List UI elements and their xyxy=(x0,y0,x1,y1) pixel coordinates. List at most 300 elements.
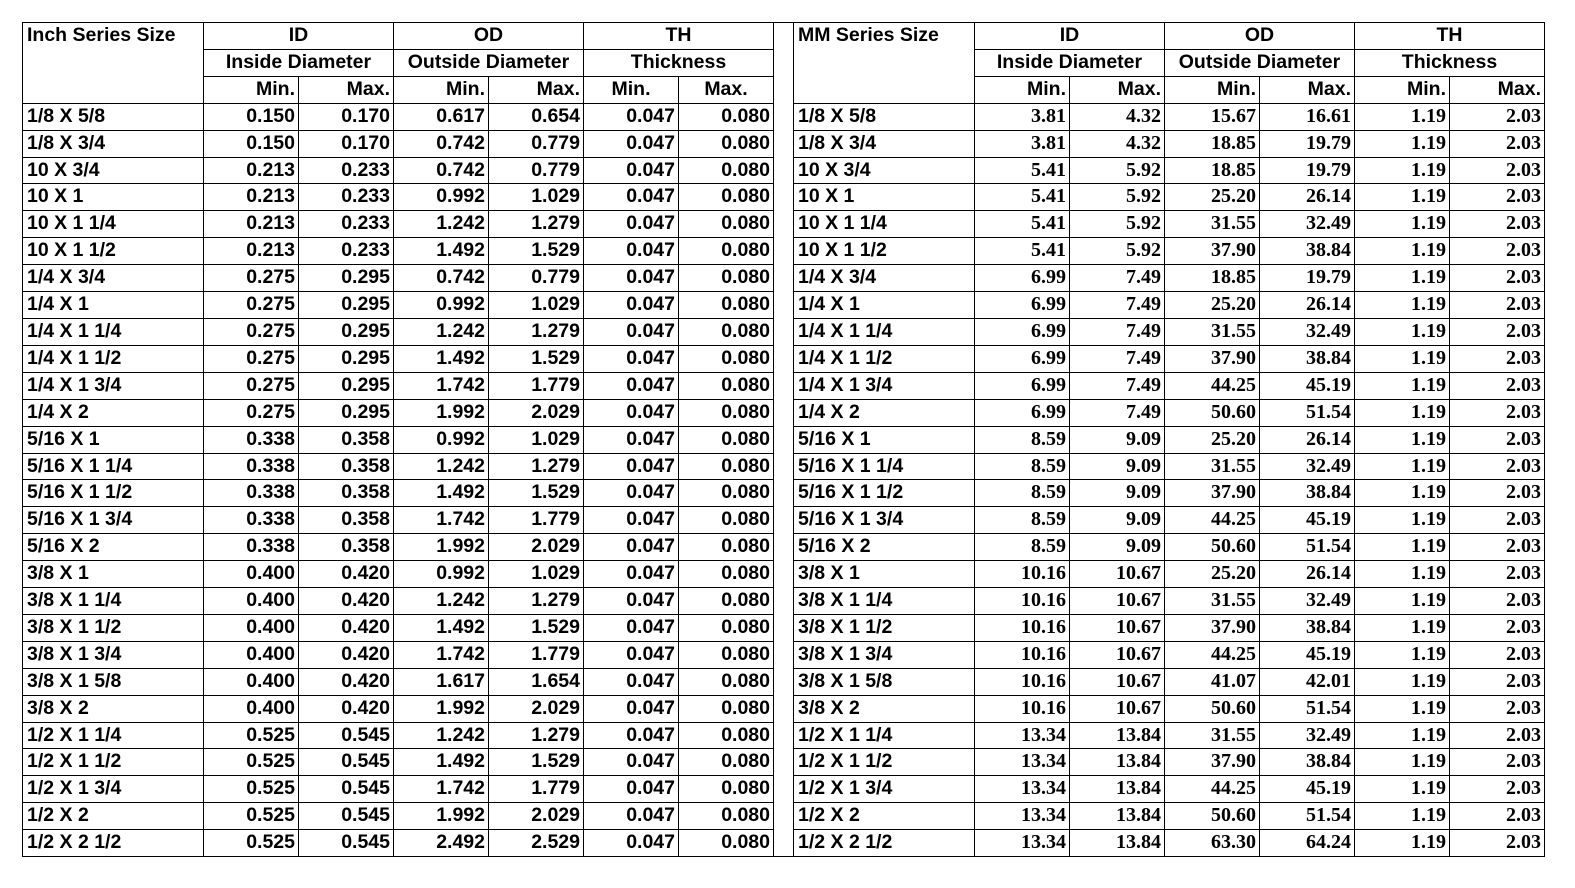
table-row xyxy=(23,399,774,426)
value-cell: 32.49 xyxy=(1260,722,1355,749)
value-cell: 8.59 xyxy=(975,453,1070,480)
value-cell: 5.92 xyxy=(1070,238,1165,265)
value-cell: 50.60 xyxy=(1165,399,1260,426)
value-cell: 2.03 xyxy=(1450,103,1545,130)
value-cell: 2.03 xyxy=(1450,588,1545,615)
table-row xyxy=(794,588,1545,615)
value-cell: 38.84 xyxy=(1260,749,1355,776)
value-cell: 1.19 xyxy=(1355,776,1450,803)
table-row xyxy=(23,480,774,507)
table-row xyxy=(794,722,1545,749)
value-cell: 2.03 xyxy=(1450,722,1545,749)
value-cell: 0.275 xyxy=(204,292,299,319)
value-cell: 13.84 xyxy=(1070,749,1165,776)
value-cell: 1.19 xyxy=(1355,588,1450,615)
table-row xyxy=(794,507,1545,534)
value-cell: 0.779 xyxy=(489,265,584,292)
value-cell: 51.54 xyxy=(1260,695,1355,722)
value-cell: 0.047 xyxy=(584,453,679,480)
value-cell: 5.41 xyxy=(975,184,1070,211)
table-row xyxy=(794,345,1545,372)
size-cell: 1/2 X 1 1/4 xyxy=(23,722,204,749)
table-row xyxy=(794,292,1545,319)
value-cell: 0.779 xyxy=(489,130,584,157)
value-cell: 0.420 xyxy=(299,641,394,668)
table-row xyxy=(23,641,774,668)
value-cell: 51.54 xyxy=(1260,534,1355,561)
value-cell: 1.19 xyxy=(1355,695,1450,722)
value-cell: 2.03 xyxy=(1450,776,1545,803)
value-cell: 0.233 xyxy=(299,211,394,238)
value-cell: 0.400 xyxy=(204,561,299,588)
value-cell: 18.85 xyxy=(1165,265,1260,292)
value-cell: 1.992 xyxy=(394,695,489,722)
value-cell: 13.84 xyxy=(1070,803,1165,830)
value-cell: 0.338 xyxy=(204,453,299,480)
value-cell: 2.03 xyxy=(1450,130,1545,157)
table-row xyxy=(23,722,774,749)
value-cell: 26.14 xyxy=(1260,184,1355,211)
inch-id-name: Inside Diameter xyxy=(204,49,394,76)
table-row xyxy=(794,157,1545,184)
value-cell: 41.07 xyxy=(1165,668,1260,695)
value-cell: 0.047 xyxy=(584,641,679,668)
value-cell: 0.992 xyxy=(394,561,489,588)
size-cell: 3/8 X 1 1/4 xyxy=(23,588,204,615)
value-cell: 0.047 xyxy=(584,830,679,857)
inch-od-min-label: Min. xyxy=(394,76,489,103)
inch-header-row-1 xyxy=(23,23,774,50)
table-row xyxy=(23,157,774,184)
table-row xyxy=(794,318,1545,345)
value-cell: 1.19 xyxy=(1355,803,1450,830)
value-cell: 26.14 xyxy=(1260,426,1355,453)
value-cell: 31.55 xyxy=(1165,722,1260,749)
size-cell: 10 X 3/4 xyxy=(23,157,204,184)
value-cell: 38.84 xyxy=(1260,238,1355,265)
value-cell: 2.03 xyxy=(1450,480,1545,507)
value-cell: 19.79 xyxy=(1260,157,1355,184)
value-cell: 9.09 xyxy=(1070,507,1165,534)
value-cell: 42.01 xyxy=(1260,668,1355,695)
value-cell: 0.047 xyxy=(584,614,679,641)
value-cell: 2.029 xyxy=(489,534,584,561)
value-cell: 2.03 xyxy=(1450,803,1545,830)
value-cell: 1.529 xyxy=(489,480,584,507)
value-cell: 1.992 xyxy=(394,803,489,830)
size-cell: 1/2 X 1 3/4 xyxy=(794,776,975,803)
value-cell: 0.545 xyxy=(299,776,394,803)
size-cell: 5/16 X 2 xyxy=(23,534,204,561)
value-cell: 2.03 xyxy=(1450,749,1545,776)
size-cell: 1/4 X 1 1/2 xyxy=(794,345,975,372)
size-cell: 5/16 X 1 3/4 xyxy=(23,507,204,534)
value-cell: 13.34 xyxy=(975,776,1070,803)
mm-series-table xyxy=(793,22,1545,857)
value-cell: 6.99 xyxy=(975,292,1070,319)
value-cell: 38.84 xyxy=(1260,614,1355,641)
table-row xyxy=(23,695,774,722)
value-cell: 18.85 xyxy=(1165,157,1260,184)
value-cell: 50.60 xyxy=(1165,534,1260,561)
value-cell: 1.742 xyxy=(394,776,489,803)
table-row xyxy=(794,830,1545,857)
value-cell: 0.992 xyxy=(394,184,489,211)
table-row xyxy=(23,561,774,588)
mm-id-max-label: Max. xyxy=(1070,76,1165,103)
table-row xyxy=(23,372,774,399)
size-cell: 10 X 1 xyxy=(794,184,975,211)
value-cell: 0.080 xyxy=(679,399,774,426)
table-row xyxy=(23,803,774,830)
size-cell: 1/4 X 2 xyxy=(23,399,204,426)
table-row xyxy=(23,668,774,695)
value-cell: 7.49 xyxy=(1070,399,1165,426)
size-cell: 1/4 X 1 3/4 xyxy=(23,372,204,399)
value-cell: 0.275 xyxy=(204,399,299,426)
value-cell: 0.080 xyxy=(679,534,774,561)
value-cell: 1.242 xyxy=(394,588,489,615)
value-cell: 3.81 xyxy=(975,103,1070,130)
value-cell: 1.779 xyxy=(489,776,584,803)
size-cell: 5/16 X 1 1/2 xyxy=(23,480,204,507)
value-cell: 10.16 xyxy=(975,668,1070,695)
value-cell: 2.03 xyxy=(1450,534,1545,561)
table-row xyxy=(794,399,1545,426)
value-cell: 0.080 xyxy=(679,776,774,803)
value-cell: 45.19 xyxy=(1260,641,1355,668)
value-cell: 8.59 xyxy=(975,480,1070,507)
table-row xyxy=(23,614,774,641)
size-cell: 1/2 X 1 3/4 xyxy=(23,776,204,803)
size-cell: 5/16 X 1 xyxy=(23,426,204,453)
table-row xyxy=(794,372,1545,399)
table-row xyxy=(23,749,774,776)
value-cell: 6.99 xyxy=(975,345,1070,372)
value-cell: 0.420 xyxy=(299,561,394,588)
value-cell: 1.19 xyxy=(1355,614,1450,641)
value-cell: 32.49 xyxy=(1260,211,1355,238)
value-cell: 0.047 xyxy=(584,561,679,588)
value-cell: 1.19 xyxy=(1355,345,1450,372)
value-cell: 5.92 xyxy=(1070,211,1165,238)
value-cell: 0.047 xyxy=(584,534,679,561)
value-cell: 1.492 xyxy=(394,480,489,507)
table-row xyxy=(23,426,774,453)
value-cell: 0.047 xyxy=(584,480,679,507)
value-cell: 0.295 xyxy=(299,399,394,426)
value-cell: 0.080 xyxy=(679,803,774,830)
mm-od-max-label: Max. xyxy=(1260,76,1355,103)
value-cell: 10.16 xyxy=(975,695,1070,722)
value-cell: 0.047 xyxy=(584,318,679,345)
value-cell: 6.99 xyxy=(975,372,1070,399)
value-cell: 44.25 xyxy=(1165,507,1260,534)
value-cell: 0.295 xyxy=(299,292,394,319)
value-cell: 0.080 xyxy=(679,722,774,749)
value-cell: 0.080 xyxy=(679,480,774,507)
value-cell: 0.170 xyxy=(299,130,394,157)
value-cell: 0.080 xyxy=(679,426,774,453)
value-cell: 10.67 xyxy=(1070,614,1165,641)
value-cell: 1.242 xyxy=(394,318,489,345)
size-cell: 3/8 X 1 3/4 xyxy=(794,641,975,668)
value-cell: 7.49 xyxy=(1070,345,1165,372)
table-row xyxy=(23,776,774,803)
size-cell: 1/4 X 1 3/4 xyxy=(794,372,975,399)
size-cell: 5/16 X 1 1/2 xyxy=(794,480,975,507)
value-cell: 0.080 xyxy=(679,211,774,238)
size-cell: 3/8 X 1 1/4 xyxy=(794,588,975,615)
table-row xyxy=(794,776,1545,803)
table-row xyxy=(794,695,1545,722)
table-row xyxy=(794,130,1545,157)
size-cell: 10 X 1 1/4 xyxy=(794,211,975,238)
inch-th-min-label: Min. xyxy=(584,76,679,103)
table-row xyxy=(23,830,774,857)
value-cell: 1.279 xyxy=(489,722,584,749)
value-cell: 0.545 xyxy=(299,830,394,857)
value-cell: 4.32 xyxy=(1070,130,1165,157)
size-cell: 3/8 X 1 5/8 xyxy=(23,668,204,695)
value-cell: 31.55 xyxy=(1165,588,1260,615)
table-row xyxy=(794,561,1545,588)
mm-th-min-label: Min. xyxy=(1355,76,1450,103)
value-cell: 1.029 xyxy=(489,184,584,211)
value-cell: 7.49 xyxy=(1070,292,1165,319)
value-cell: 1.242 xyxy=(394,453,489,480)
value-cell: 1.529 xyxy=(489,749,584,776)
size-cell: 1/8 X 3/4 xyxy=(794,130,975,157)
value-cell: 0.047 xyxy=(584,722,679,749)
value-cell: 1.242 xyxy=(394,722,489,749)
value-cell: 51.54 xyxy=(1260,803,1355,830)
value-cell: 0.233 xyxy=(299,184,394,211)
table-row xyxy=(23,588,774,615)
value-cell: 9.09 xyxy=(1070,534,1165,561)
table-row xyxy=(23,238,774,265)
value-cell: 0.358 xyxy=(299,507,394,534)
value-cell: 37.90 xyxy=(1165,749,1260,776)
value-cell: 1.529 xyxy=(489,345,584,372)
value-cell: 0.338 xyxy=(204,480,299,507)
value-cell: 1.492 xyxy=(394,614,489,641)
size-cell: 1/4 X 1 1/2 xyxy=(23,345,204,372)
value-cell: 2.03 xyxy=(1450,614,1545,641)
value-cell: 1.492 xyxy=(394,238,489,265)
value-cell: 0.358 xyxy=(299,480,394,507)
value-cell: 45.19 xyxy=(1260,507,1355,534)
value-cell: 5.92 xyxy=(1070,184,1165,211)
size-cell: 5/16 X 1 1/4 xyxy=(23,453,204,480)
value-cell: 1.779 xyxy=(489,372,584,399)
value-cell: 1.992 xyxy=(394,534,489,561)
value-cell: 2.03 xyxy=(1450,265,1545,292)
value-cell: 0.080 xyxy=(679,641,774,668)
value-cell: 37.90 xyxy=(1165,345,1260,372)
value-cell: 0.047 xyxy=(584,372,679,399)
value-cell: 1.19 xyxy=(1355,103,1450,130)
value-cell: 1.742 xyxy=(394,507,489,534)
value-cell: 1.279 xyxy=(489,588,584,615)
value-cell: 2.03 xyxy=(1450,157,1545,184)
size-cell: 1/8 X 5/8 xyxy=(23,103,204,130)
value-cell: 0.295 xyxy=(299,372,394,399)
value-cell: 1.19 xyxy=(1355,668,1450,695)
value-cell: 1.742 xyxy=(394,641,489,668)
size-cell: 1/4 X 3/4 xyxy=(23,265,204,292)
inch-id-min-label: Min. xyxy=(204,76,299,103)
size-cell: 3/8 X 1 3/4 xyxy=(23,641,204,668)
value-cell: 0.047 xyxy=(584,588,679,615)
value-cell: 0.525 xyxy=(204,776,299,803)
value-cell: 2.03 xyxy=(1450,426,1545,453)
value-cell: 0.545 xyxy=(299,749,394,776)
table-row xyxy=(794,641,1545,668)
value-cell: 0.080 xyxy=(679,184,774,211)
value-cell: 0.295 xyxy=(299,265,394,292)
value-cell: 2.529 xyxy=(489,830,584,857)
table-row xyxy=(23,453,774,480)
value-cell: 2.03 xyxy=(1450,641,1545,668)
value-cell: 0.047 xyxy=(584,668,679,695)
table-row xyxy=(23,318,774,345)
value-cell: 0.213 xyxy=(204,211,299,238)
value-cell: 1.529 xyxy=(489,238,584,265)
value-cell: 0.047 xyxy=(584,184,679,211)
size-cell: 1/2 X 1 1/2 xyxy=(794,749,975,776)
value-cell: 1.742 xyxy=(394,372,489,399)
mm-size-header: MM Series Size xyxy=(794,23,975,104)
size-cell: 1/4 X 2 xyxy=(794,399,975,426)
table-row xyxy=(794,480,1545,507)
value-cell: 2.492 xyxy=(394,830,489,857)
value-cell: 1.19 xyxy=(1355,480,1450,507)
value-cell: 2.03 xyxy=(1450,372,1545,399)
value-cell: 0.080 xyxy=(679,695,774,722)
value-cell: 10.16 xyxy=(975,588,1070,615)
size-cell: 5/16 X 1 3/4 xyxy=(794,507,975,534)
value-cell: 2.03 xyxy=(1450,211,1545,238)
value-cell: 0.400 xyxy=(204,614,299,641)
value-cell: 5.41 xyxy=(975,211,1070,238)
value-cell: 0.400 xyxy=(204,641,299,668)
value-cell: 63.30 xyxy=(1165,830,1260,857)
value-cell: 32.49 xyxy=(1260,318,1355,345)
value-cell: 25.20 xyxy=(1165,561,1260,588)
size-cell: 10 X 1 1/2 xyxy=(794,238,975,265)
value-cell: 8.59 xyxy=(975,426,1070,453)
value-cell: 0.170 xyxy=(299,103,394,130)
value-cell: 15.67 xyxy=(1165,103,1260,130)
value-cell: 64.24 xyxy=(1260,830,1355,857)
mm-id-name: Inside Diameter xyxy=(975,49,1165,76)
value-cell: 19.79 xyxy=(1260,130,1355,157)
value-cell: 13.84 xyxy=(1070,776,1165,803)
value-cell: 1.19 xyxy=(1355,211,1450,238)
table-row xyxy=(23,534,774,561)
value-cell: 1.529 xyxy=(489,614,584,641)
value-cell: 8.59 xyxy=(975,534,1070,561)
value-cell: 0.420 xyxy=(299,588,394,615)
value-cell: 0.525 xyxy=(204,722,299,749)
value-cell: 44.25 xyxy=(1165,372,1260,399)
value-cell: 0.233 xyxy=(299,157,394,184)
size-cell: 10 X 3/4 xyxy=(794,157,975,184)
value-cell: 1.029 xyxy=(489,292,584,319)
value-cell: 25.20 xyxy=(1165,292,1260,319)
value-cell: 0.233 xyxy=(299,238,394,265)
table-row xyxy=(794,103,1545,130)
value-cell: 0.080 xyxy=(679,749,774,776)
table-row xyxy=(794,426,1545,453)
value-cell: 10.16 xyxy=(975,614,1070,641)
value-cell: 1.19 xyxy=(1355,534,1450,561)
value-cell: 16.61 xyxy=(1260,103,1355,130)
value-cell: 0.525 xyxy=(204,803,299,830)
value-cell: 0.047 xyxy=(584,292,679,319)
value-cell: 31.55 xyxy=(1165,211,1260,238)
value-cell: 44.25 xyxy=(1165,776,1260,803)
mm-table-body xyxy=(794,23,1545,857)
value-cell: 0.080 xyxy=(679,157,774,184)
value-cell: 0.654 xyxy=(489,103,584,130)
size-cell: 1/4 X 1 xyxy=(794,292,975,319)
value-cell: 0.275 xyxy=(204,265,299,292)
value-cell: 2.03 xyxy=(1450,668,1545,695)
value-cell: 25.20 xyxy=(1165,426,1260,453)
value-cell: 0.420 xyxy=(299,668,394,695)
value-cell: 0.617 xyxy=(394,103,489,130)
value-cell: 1.279 xyxy=(489,453,584,480)
value-cell: 0.080 xyxy=(679,318,774,345)
value-cell: 0.080 xyxy=(679,588,774,615)
size-cell: 3/8 X 1 1/2 xyxy=(794,614,975,641)
value-cell: 10.16 xyxy=(975,641,1070,668)
value-cell: 0.047 xyxy=(584,776,679,803)
value-cell: 0.358 xyxy=(299,534,394,561)
size-cell: 3/8 X 1 5/8 xyxy=(794,668,975,695)
value-cell: 1.279 xyxy=(489,211,584,238)
value-cell: 1.19 xyxy=(1355,641,1450,668)
value-cell: 1.19 xyxy=(1355,399,1450,426)
value-cell: 2.029 xyxy=(489,399,584,426)
value-cell: 31.55 xyxy=(1165,318,1260,345)
inch-id-header: ID xyxy=(204,23,394,50)
table-row xyxy=(794,534,1545,561)
value-cell: 1.242 xyxy=(394,211,489,238)
value-cell: 2.03 xyxy=(1450,184,1545,211)
value-cell: 0.400 xyxy=(204,695,299,722)
value-cell: 0.047 xyxy=(584,238,679,265)
value-cell: 0.525 xyxy=(204,749,299,776)
table-row xyxy=(23,292,774,319)
value-cell: 0.420 xyxy=(299,695,394,722)
table-row xyxy=(794,238,1545,265)
value-cell: 0.080 xyxy=(679,372,774,399)
mm-th-max-label: Max. xyxy=(1450,76,1545,103)
size-cell: 1/2 X 1 1/4 xyxy=(794,722,975,749)
value-cell: 2.03 xyxy=(1450,345,1545,372)
value-cell: 0.047 xyxy=(584,157,679,184)
value-cell: 1.492 xyxy=(394,749,489,776)
mm-id-min-label: Min. xyxy=(975,76,1070,103)
inch-th-header: TH xyxy=(584,23,774,50)
table-row xyxy=(794,211,1545,238)
value-cell: 0.080 xyxy=(679,292,774,319)
size-cell: 1/8 X 5/8 xyxy=(794,103,975,130)
value-cell: 50.60 xyxy=(1165,803,1260,830)
